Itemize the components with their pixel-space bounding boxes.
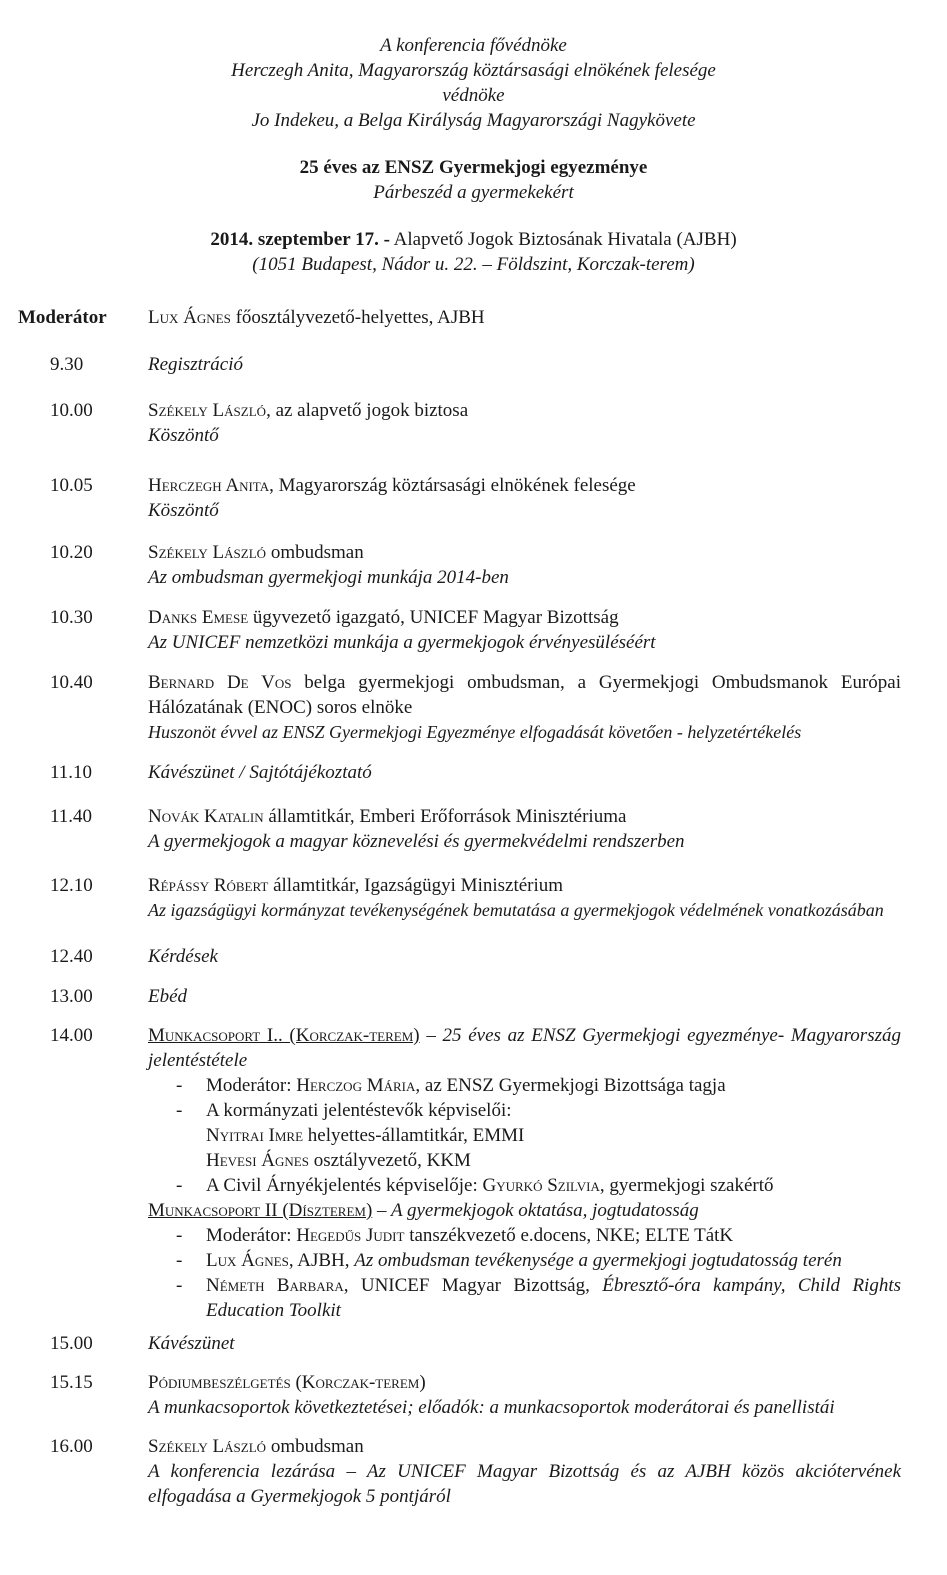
bullet-prefix: Moderátor: — [206, 1225, 297, 1246]
moderator-label: Moderátor — [18, 307, 107, 328]
talk-topic: Köszöntő — [148, 425, 219, 446]
talk-topic: A konferencia lezárása – Az UNICEF Magyar Bizottság és az AJBH közös akciótervének elfogadása a Gyermekjogok 5 pontjáról — [148, 1461, 901, 1507]
bullet-text: A kormányzati jelentéstevők képviselői: — [206, 1100, 512, 1121]
speaker-name: Székely László — [148, 400, 267, 421]
workshops-content — [148, 1023, 901, 1323]
patron-label: A konferencia fővédnöke — [380, 35, 567, 56]
talk-topic: A gyermekjogok a magyar köznevelési és gyermekvédelmi rendszerben — [148, 831, 685, 852]
agenda-text: Kávészünet / Sajtótájékoztató — [148, 762, 372, 783]
person-role: , az ENSZ Gyermekjogi Bizottsága tagja — [415, 1075, 726, 1096]
talk-topic: Az ombudsman gyermekjogi munkája 2014-ben — [148, 567, 509, 588]
person-role: , gyermekjogi szakértő — [599, 1175, 774, 1196]
speaker-line — [148, 670, 901, 720]
agenda-time: 10.00 — [50, 400, 93, 421]
moderator-name: Lux Ágnes — [148, 307, 231, 328]
agenda-content — [148, 804, 901, 854]
speaker-line — [148, 605, 901, 630]
date: 2014. szeptember 17. - — [210, 229, 390, 250]
person-name: Nyitrai Imre — [206, 1125, 304, 1146]
talk-topic: Az igazságügyi kormányzat tevékenységének bemutatása a gyermekjogok védelmének vonatkozásában — [148, 900, 884, 920]
speaker-name: Bernard De Vos — [148, 672, 292, 693]
agenda-content — [148, 1434, 901, 1509]
patron-name: Herczegh Anita, Magyarország köztársasági elnökének felesége — [231, 60, 716, 81]
venue: Alapvető Jogok Biztosának Hivatala (AJBH) — [393, 229, 737, 250]
speaker-role: ombudsman — [266, 542, 364, 563]
speaker-role: belga gyermekjogi ombudsman, a Gyermekjogi Ombudsmanok Európai Hálózatának (ENOC) soros elnöke — [148, 672, 902, 718]
person-name: Németh Barbara — [206, 1275, 344, 1296]
person-role: osztályvezető, KKM — [308, 1150, 471, 1171]
workshop2-bullet — [148, 1223, 901, 1248]
agenda-time: 9.30 — [50, 354, 84, 375]
talk-topic: A munkacsoportok következtetései; előadók: a munkacsoportok moderátorai és panellistái — [148, 1397, 835, 1418]
workshop2-topic: – A gyermekjogok oktatása, jogtudatosság — [372, 1200, 699, 1221]
person-role: , UNICEF Magyar Bizottság, — [343, 1275, 603, 1296]
agenda-time: 10.40 — [50, 672, 93, 693]
agenda-time: 14.00 — [50, 1025, 93, 1046]
sponsor-name: Jo Indekeu, a Belga Királyság Magyarországi Nagykövete — [251, 110, 696, 131]
agenda-time: 15.00 — [50, 1333, 93, 1354]
speaker-line — [148, 804, 901, 829]
moderator-content — [148, 305, 901, 330]
dash: - — [176, 1225, 183, 1246]
talk-topic: Huszonöt évvel az ENSZ Gyermekjogi Egyezménye elfogadását követően - helyzetértékelés — [148, 722, 802, 742]
speaker-name: Herczegh Anita — [148, 475, 270, 496]
speaker-name: Novák Katalin — [148, 806, 264, 827]
workshop1-bullet — [148, 1073, 901, 1098]
agenda-time: 15.15 — [50, 1372, 93, 1393]
person-role: helyettes-államtitkár, EMMI — [303, 1125, 525, 1146]
person-name: Lux Ágnes — [206, 1250, 289, 1271]
talk-topic: Köszöntő — [148, 500, 219, 521]
speaker-name: Danks Emese — [148, 607, 249, 628]
agenda-time: 11.40 — [50, 806, 93, 827]
workshop2-heading — [148, 1198, 901, 1223]
workshop1-subline — [148, 1123, 901, 1148]
speaker-role: államtitkár, Emberi Erőforrások Minisztériuma — [263, 806, 627, 827]
sponsor-label: védnöke — [442, 85, 505, 106]
moderator-role: főosztályvezető-helyettes, AJBH — [235, 307, 485, 328]
talk-topic: Ébresztő-óra kampány, Child Rights Education Toolkit — [206, 1275, 901, 1321]
dash: - — [176, 1075, 183, 1096]
dash: - — [176, 1100, 183, 1121]
agenda-text: Ebéd — [148, 986, 188, 1007]
agenda-content — [148, 605, 901, 655]
speaker-role: államtitkár, Igazságügyi Minisztérium — [268, 875, 564, 896]
agenda-time: 13.00 — [50, 986, 93, 1007]
speaker-name: Székely László — [148, 1436, 267, 1457]
talk-topic: Az ombudsman tevékenysége a gyermekjogi jogtudatosság terén — [354, 1250, 842, 1271]
dash: - — [176, 1275, 183, 1296]
speaker-line — [148, 873, 901, 898]
agenda-content — [148, 670, 901, 745]
speaker-role: ombudsman — [266, 1436, 364, 1457]
agenda-time: 10.30 — [50, 607, 93, 628]
talk-topic: Az UNICEF nemzetközi munkája a gyermekjogok érvényesüléséért — [148, 632, 656, 653]
workshop1-title: Munkacsoport I.. (Korczak-terem) — [148, 1025, 420, 1046]
person-name: Hevesi Ágnes — [206, 1150, 309, 1171]
agenda-content — [148, 1370, 901, 1420]
date-venue-line — [0, 227, 947, 252]
agenda-text: Kérdések — [148, 946, 218, 967]
workshop2-bullet — [148, 1248, 901, 1273]
agenda-text: Kávészünet — [148, 1333, 235, 1354]
agenda-time: 16.00 — [50, 1436, 93, 1457]
speaker-role: , Magyarország köztársasági elnökének felesége — [269, 475, 636, 496]
speaker-role: , az alapvető jogok biztosa — [266, 400, 469, 421]
person-name: Hegedűs Judit — [296, 1225, 405, 1246]
dash: - — [176, 1250, 183, 1271]
person-role: , AJBH, — [288, 1250, 355, 1271]
speaker-line — [148, 540, 901, 565]
speaker-line — [148, 473, 901, 498]
workshop2-title: Munkacsoport II (Díszterem) — [148, 1200, 373, 1221]
bullet-prefix: A Civil Árnyékjelentés képviselője: — [206, 1175, 483, 1196]
workshop1-bullet — [148, 1098, 901, 1123]
header — [0, 33, 947, 277]
person-role: tanszékvezető e.docens, NKE; ELTE TátK — [404, 1225, 734, 1246]
panel-title: Pódiumbeszélgetés (Korczak-terem) — [148, 1372, 426, 1393]
bullet-prefix: Moderátor: — [206, 1075, 297, 1096]
person-name: Gyurkó Szilvia — [482, 1175, 600, 1196]
conference-subtitle: Párbeszéd a gyermekekért — [373, 182, 574, 203]
dash: - — [176, 1175, 183, 1196]
workshop2-bullet — [148, 1273, 901, 1323]
speaker-name: Répássy Róbert — [148, 875, 269, 896]
speaker-line — [148, 1434, 901, 1459]
speaker-name: Székely László — [148, 542, 267, 563]
agenda-content — [148, 873, 901, 923]
agenda-time: 11.10 — [50, 762, 93, 783]
agenda-content — [148, 540, 901, 590]
agenda-content — [148, 473, 901, 523]
workshop1-heading — [148, 1023, 901, 1073]
agenda-content — [148, 398, 901, 448]
address: (1051 Budapest, Nádor u. 22. – Földszint, Korczak-terem) — [252, 254, 695, 275]
agenda-text: Regisztráció — [148, 354, 243, 375]
workshop1-topic: – 25 éves az ENSZ Gyermekjogi egyezménye- Magyarország jelentéstétele — [148, 1025, 901, 1071]
agenda-time: 10.05 — [50, 475, 93, 496]
person-name: Herczog Mária — [296, 1075, 416, 1096]
agenda-time: 12.40 — [50, 946, 93, 967]
agenda-time: 12.10 — [50, 875, 93, 896]
agenda-time: 10.20 — [50, 542, 93, 563]
workshop1-bullet — [148, 1173, 901, 1198]
workshop1-subline — [148, 1148, 901, 1173]
speaker-role: ügyvezető igazgató, UNICEF Magyar Bizottság — [248, 607, 619, 628]
conference-title: 25 éves az ENSZ Gyermekjogi egyezménye — [299, 157, 648, 178]
speaker-line — [148, 398, 901, 423]
